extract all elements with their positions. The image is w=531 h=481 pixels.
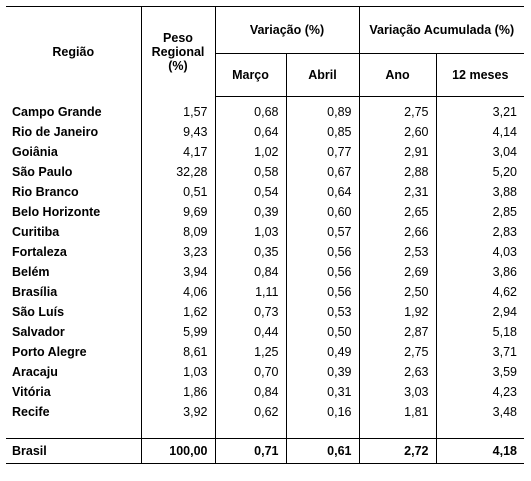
region-cell: Curitiba [12, 225, 60, 239]
table-row [6, 242, 524, 262]
header-12-meses: 12 meses [436, 54, 524, 97]
table-row [6, 362, 524, 382]
ano-cell: 2,63 [359, 362, 436, 382]
peso-cell: 5,99 [141, 322, 215, 342]
region-cell: Belém [12, 265, 50, 279]
doze-meses-cell: 3,21 [436, 97, 524, 123]
ano-cell: 1,81 [359, 402, 436, 422]
header-abril: Abril [286, 54, 359, 97]
region-cell: Aracaju [12, 365, 58, 379]
region-cell: Vitória [12, 385, 51, 399]
marco-cell: 0,64 [215, 122, 286, 142]
table-row [6, 342, 524, 362]
abril-cell: 0,16 [286, 402, 359, 422]
peso-cell: 1,86 [141, 382, 215, 402]
header-regiao: Região [6, 7, 141, 97]
ano-cell: 2,60 [359, 122, 436, 142]
doze-meses-cell: 2,83 [436, 222, 524, 242]
total-region-cell: Brasil [6, 439, 141, 464]
abril-cell: 0,85 [286, 122, 359, 142]
peso-cell: 4,17 [141, 142, 215, 162]
header-variacao: Variação (%) [215, 7, 359, 54]
peso-cell: 1,57 [141, 97, 215, 123]
ano-cell: 2,69 [359, 262, 436, 282]
data-table-container [6, 6, 524, 476]
marco-cell: 1,03 [215, 222, 286, 242]
doze-meses-cell: 5,20 [436, 162, 524, 182]
table-row [6, 162, 524, 182]
table-row [6, 382, 524, 402]
ano-cell: 2,65 [359, 202, 436, 222]
marco-cell: 0,44 [215, 322, 286, 342]
ano-cell: 2,91 [359, 142, 436, 162]
doze-meses-cell: 2,85 [436, 202, 524, 222]
peso-cell: 4,06 [141, 282, 215, 302]
ano-cell: 2,31 [359, 182, 436, 202]
abril-cell: 0,50 [286, 322, 359, 342]
peso-cell: 3,94 [141, 262, 215, 282]
ano-cell: 2,75 [359, 342, 436, 362]
region-cell: Recife [12, 405, 50, 419]
total-abril-cell: 0,61 [286, 439, 359, 464]
marco-cell: 0,35 [215, 242, 286, 262]
ano-cell: 2,66 [359, 222, 436, 242]
table-row [6, 182, 524, 202]
peso-cell: 8,61 [141, 342, 215, 362]
marco-cell: 0,39 [215, 202, 286, 222]
total-peso-cell: 100,00 [141, 439, 215, 464]
region-cell: Goiânia [12, 145, 58, 159]
table-body [6, 97, 524, 464]
region-cell: Rio Branco [12, 185, 79, 199]
doze-meses-cell: 4,23 [436, 382, 524, 402]
table-row [6, 142, 524, 162]
abril-cell: 0,64 [286, 182, 359, 202]
region-cell: Porto Alegre [12, 345, 87, 359]
region-cell: Salvador [12, 325, 65, 339]
region-cell: Fortaleza [12, 245, 67, 259]
peso-cell: 9,43 [141, 122, 215, 142]
marco-cell: 0,54 [215, 182, 286, 202]
abril-cell: 0,60 [286, 202, 359, 222]
table-row [6, 122, 524, 142]
peso-cell: 8,09 [141, 222, 215, 242]
header-ano: Ano [359, 54, 436, 97]
marco-cell: 0,73 [215, 302, 286, 322]
total-ano-cell: 2,72 [359, 439, 436, 464]
marco-cell: 0,58 [215, 162, 286, 182]
peso-cell: 3,23 [141, 242, 215, 262]
total-row [6, 439, 524, 464]
peso-cell: 1,03 [141, 362, 215, 382]
table-row [6, 282, 524, 302]
doze-meses-cell: 3,71 [436, 342, 524, 362]
doze-meses-cell: 4,62 [436, 282, 524, 302]
abril-cell: 0,39 [286, 362, 359, 382]
ano-cell: 2,75 [359, 97, 436, 123]
abril-cell: 0,89 [286, 97, 359, 123]
header-marco: Março [215, 54, 286, 97]
peso-cell: 3,92 [141, 402, 215, 422]
abril-cell: 0,67 [286, 162, 359, 182]
doze-meses-cell: 4,03 [436, 242, 524, 262]
header-variacao-acumulada: Variação Acumulada (%) [359, 7, 524, 54]
marco-cell: 0,84 [215, 382, 286, 402]
table-row [6, 262, 524, 282]
marco-cell: 0,70 [215, 362, 286, 382]
region-cell: Brasília [12, 285, 58, 299]
abril-cell: 0,31 [286, 382, 359, 402]
doze-meses-cell: 4,14 [436, 122, 524, 142]
marco-cell: 0,84 [215, 262, 286, 282]
doze-meses-cell: 3,86 [436, 262, 524, 282]
peso-cell: 9,69 [141, 202, 215, 222]
doze-meses-cell: 3,48 [436, 402, 524, 422]
total-marco-cell: 0,71 [215, 439, 286, 464]
doze-meses-cell: 5,18 [436, 322, 524, 342]
abril-cell: 0,56 [286, 282, 359, 302]
ano-cell: 1,92 [359, 302, 436, 322]
doze-meses-cell: 3,88 [436, 182, 524, 202]
abril-cell: 0,49 [286, 342, 359, 362]
region-cell: Rio de Janeiro [12, 125, 99, 139]
ano-cell: 2,88 [359, 162, 436, 182]
abril-cell: 0,53 [286, 302, 359, 322]
table-row [6, 202, 524, 222]
peso-cell: 32,28 [141, 162, 215, 182]
region-cell: São Paulo [12, 165, 73, 179]
ano-cell: 2,87 [359, 322, 436, 342]
marco-cell: 1,11 [215, 282, 286, 302]
doze-meses-cell: 3,04 [436, 142, 524, 162]
peso-cell: 1,62 [141, 302, 215, 322]
region-cell: Campo Grande [12, 104, 102, 119]
doze-meses-cell: 3,59 [436, 362, 524, 382]
table-row [6, 222, 524, 242]
table-row [6, 97, 524, 123]
marco-cell: 1,02 [215, 142, 286, 162]
abril-cell: 0,77 [286, 142, 359, 162]
region-cell: Belo Horizonte [12, 205, 101, 219]
table-row [6, 302, 524, 322]
marco-cell: 1,25 [215, 342, 286, 362]
marco-cell: 0,68 [215, 97, 286, 123]
abril-cell: 0,57 [286, 222, 359, 242]
table-row [6, 322, 524, 342]
peso-cell: 0,51 [141, 182, 215, 202]
spacer-row [6, 422, 524, 439]
marco-cell: 0,62 [215, 402, 286, 422]
ano-cell: 2,50 [359, 282, 436, 302]
region-cell: São Luís [12, 305, 65, 319]
ano-cell: 3,03 [359, 382, 436, 402]
abril-cell: 0,56 [286, 242, 359, 262]
table-row [6, 402, 524, 422]
header-peso-regional: Peso Regional (%) [141, 7, 215, 97]
total-doze-meses-cell: 4,18 [436, 439, 524, 464]
doze-meses-cell: 2,94 [436, 302, 524, 322]
regional-variation-table [6, 6, 524, 464]
ano-cell: 2,53 [359, 242, 436, 262]
abril-cell: 0,56 [286, 262, 359, 282]
